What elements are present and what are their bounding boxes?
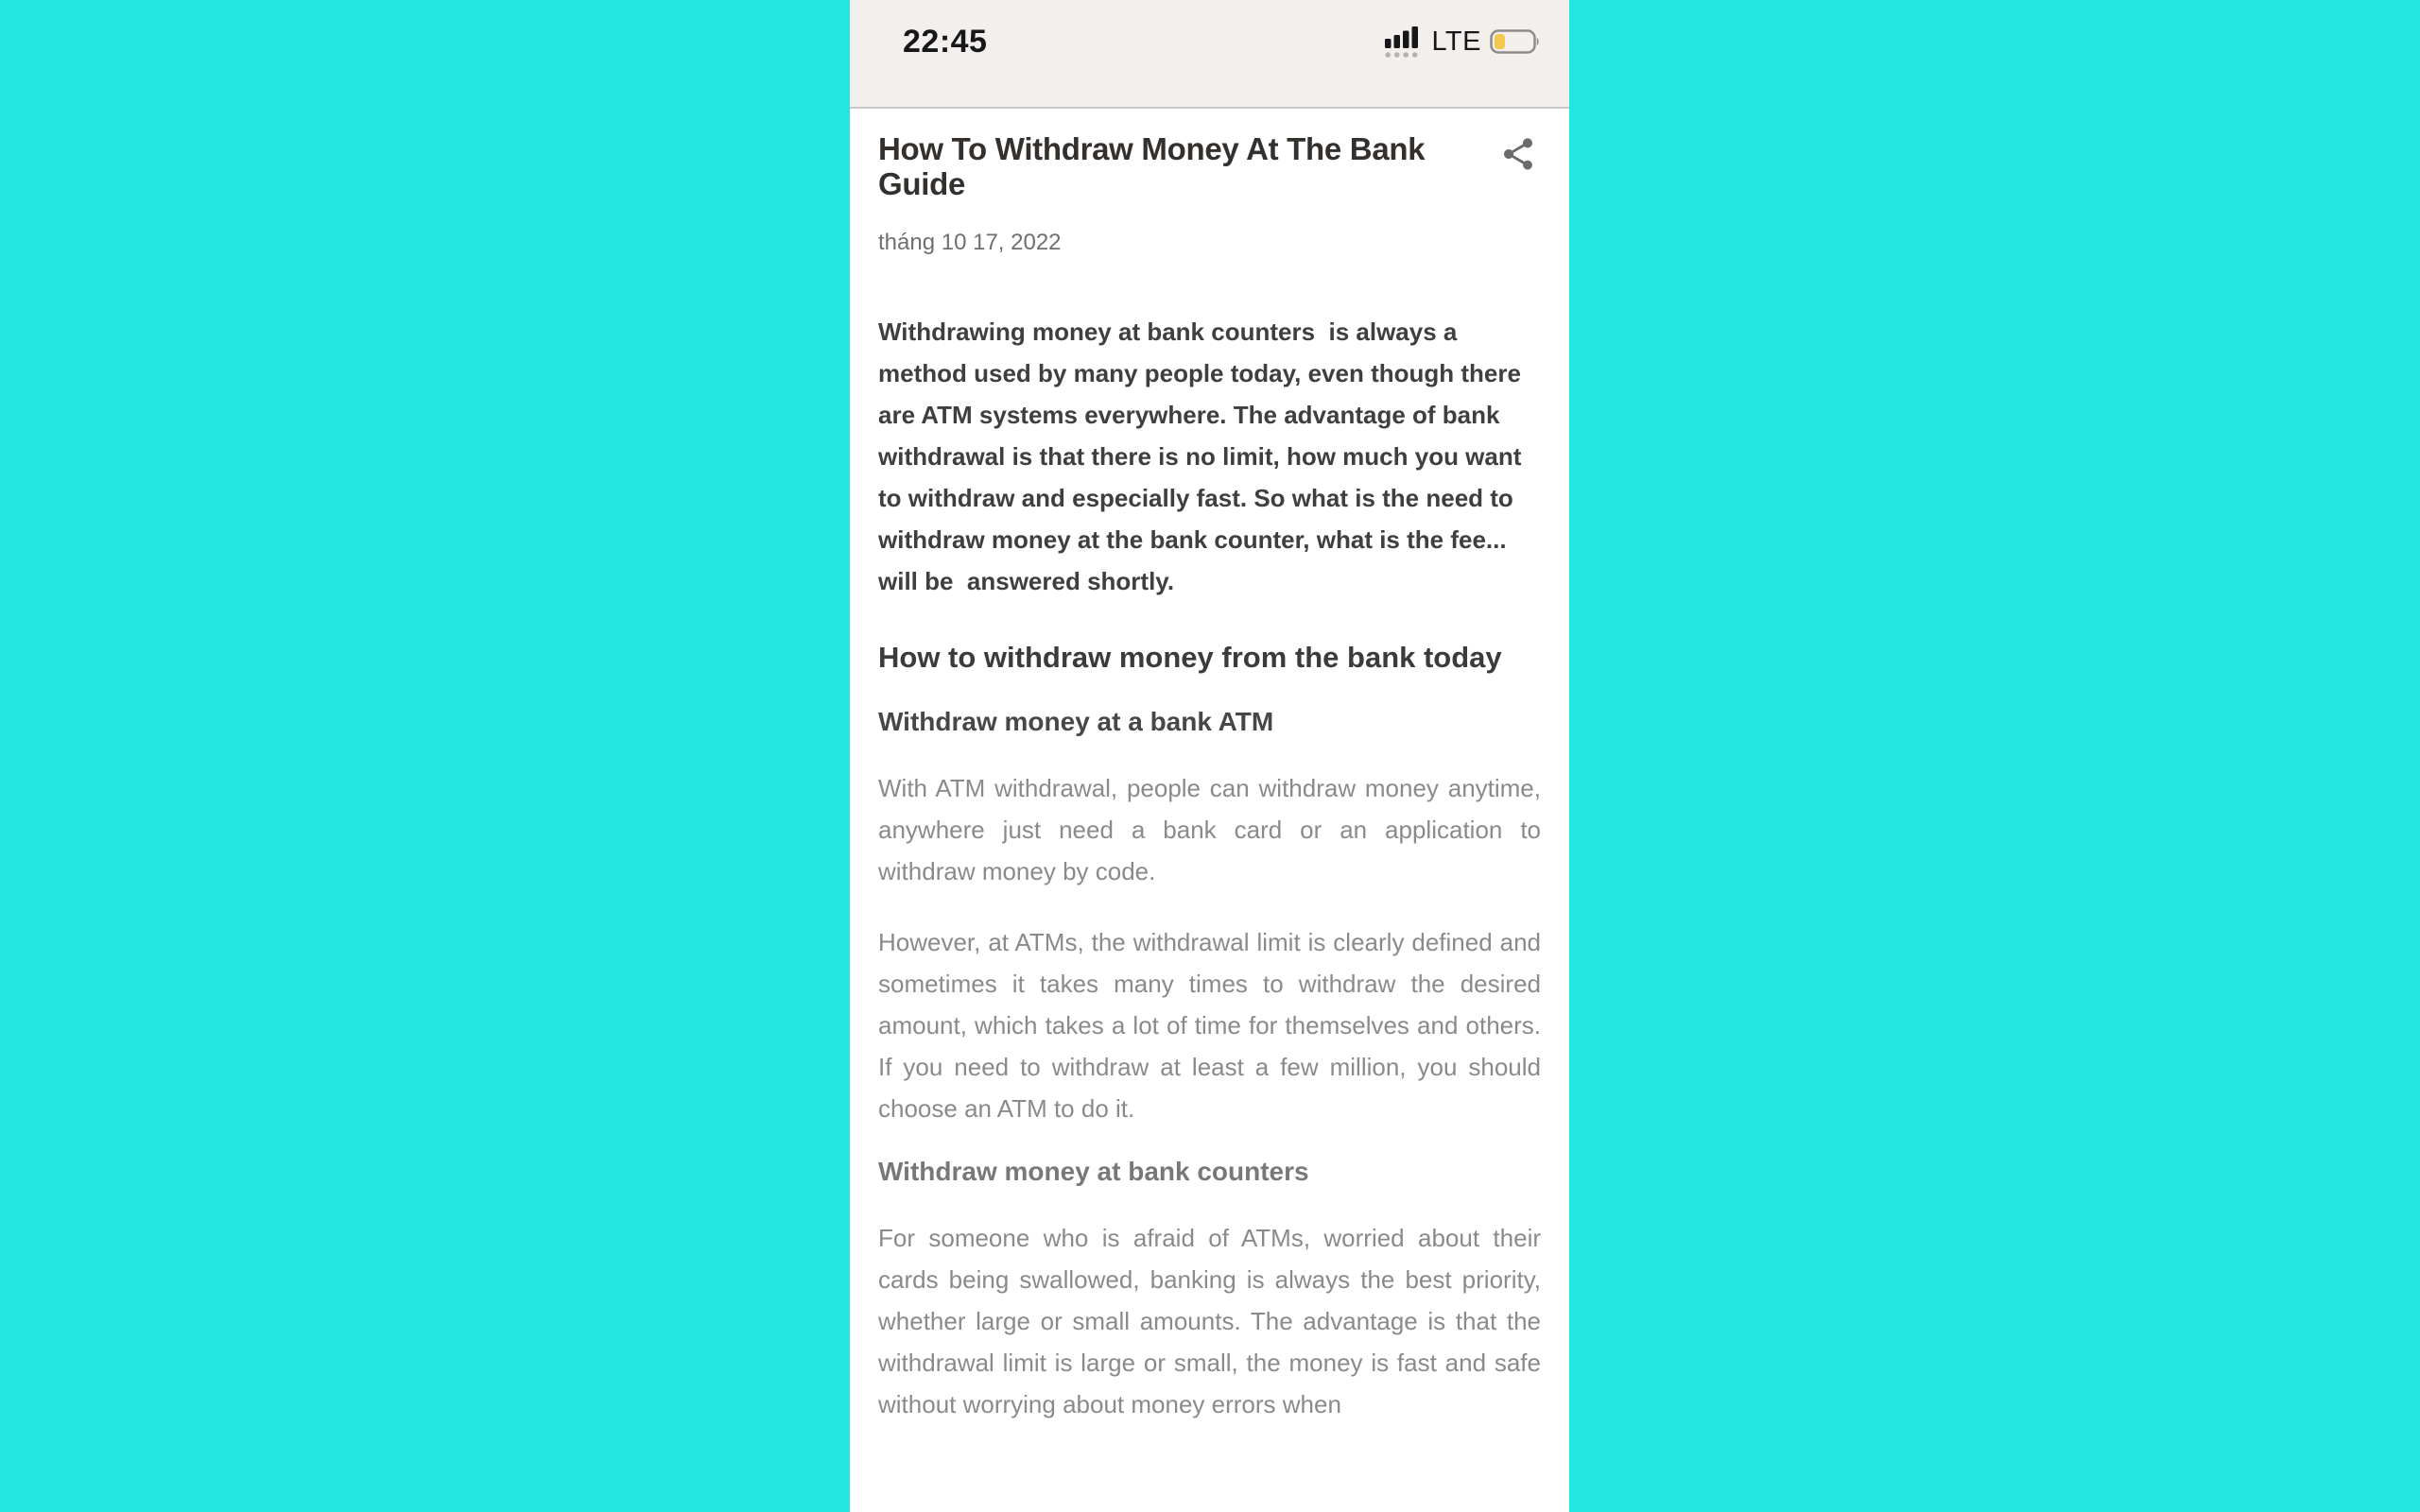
paragraph-atm-1: With ATM withdrawal, people can withdraw money anytime, anywhere just need a bank card or an application to withdraw money by code. xyxy=(878,774,1541,885)
intro-paragraph: Withdrawing money at bank counters is always a method used by many people today, even though there are ATM systems everywhere. The advantage of bank withdrawal is that there is no limit, how much you want to withdraw and especially fast. So what is the need to withdraw money at the bank counter, what is the fee... will be answered shortly. xyxy=(878,318,1529,595)
subsection-heading-atm: Withdraw money at a bank ATM xyxy=(878,707,1274,736)
article-date: tháng 10 17, 2022 xyxy=(878,230,1062,255)
page-title: How To Withdraw Money At The Bank Guide xyxy=(878,131,1426,201)
cellular-signal-icon xyxy=(1385,26,1423,60)
share-button[interactable] xyxy=(1499,135,1537,173)
phone-screen xyxy=(850,0,1569,1512)
subsection-heading-counters: Withdraw money at bank counters xyxy=(878,1157,1309,1186)
battery-low-icon xyxy=(1490,29,1541,55)
title-row xyxy=(878,131,1541,201)
paragraph-counters-1: For someone who is afraid of ATMs, worried about their cards being swallowed, banking is always the best priority, whether large or small amounts. The advantage is that the withdrawal limit is large or small, the money is fast and safe without worrying about money errors when xyxy=(878,1224,1541,1418)
share-icon xyxy=(1499,135,1537,173)
status-icons xyxy=(1385,26,1541,60)
status-time: 22:45 xyxy=(903,24,988,60)
paragraph-atm-2: However, at ATMs, the withdrawal limit is clearly defined and sometimes it takes many times to withdraw the desired amount, which takes a lot of time for themselves and others. If you need to withdraw at least a few million, you should choose an ATM to do it. xyxy=(878,928,1541,1123)
article-content xyxy=(850,131,1569,1425)
network-type-label: LTE xyxy=(1431,26,1481,57)
status-bar xyxy=(850,0,1569,109)
section-heading: How to withdraw money from the bank today xyxy=(878,641,1502,674)
